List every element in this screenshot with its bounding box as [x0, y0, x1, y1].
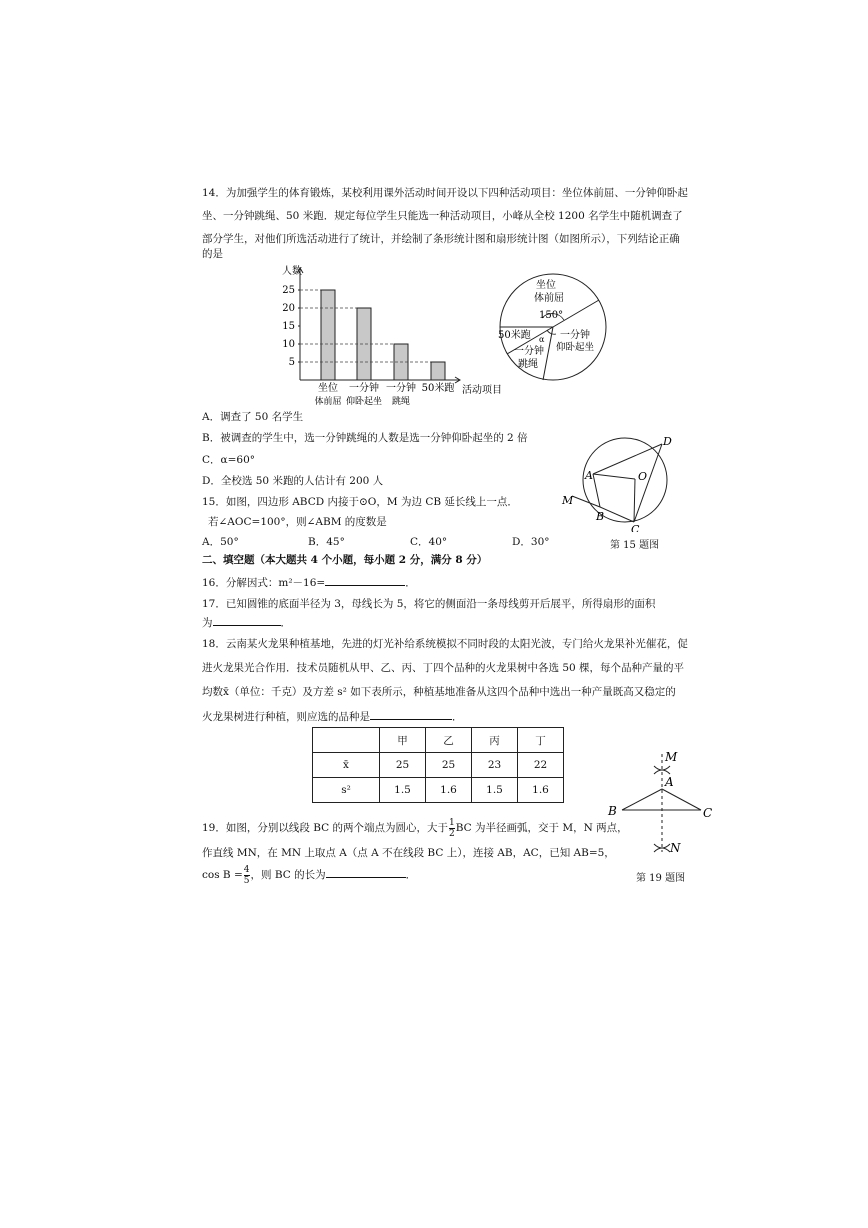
q19-line-ac — [662, 789, 701, 810]
fraction-numerator: 4 — [243, 864, 250, 875]
pie-alpha: α — [539, 335, 545, 344]
q15-line-bm — [572, 496, 600, 507]
q19-figure — [604, 748, 726, 858]
table-row — [313, 753, 564, 778]
q14-line-3: 部分学生，对他们所选活动进行了统计，并绘制了条形统计图和扇形统计图（如图所示），下列结论正确 — [202, 233, 680, 245]
chart-y-tick-label: 15 — [282, 321, 295, 332]
q18-answer-blank[interactable] — [370, 708, 452, 720]
table-header-cell — [313, 728, 380, 753]
q17-line-1: 17．已知圆锥的底面半径为 3，母线长为 5，将它的侧面沿一条母线剪开后展平，所得扇形的面积 — [202, 598, 656, 610]
q15-point-b: B — [596, 510, 605, 523]
q19-point-c: C — [703, 806, 713, 820]
table-header-row — [313, 728, 564, 753]
q15-line-2: 若∠AOC=100°，则∠ABM 的度数是 — [208, 516, 387, 528]
q16-answer-blank[interactable] — [325, 574, 405, 586]
fraction-numerator: 1 — [448, 817, 455, 828]
chart-x-tick-label: 仰卧起坐 — [345, 397, 383, 407]
table-cell: 1.6 — [518, 778, 564, 803]
q19-text-2: BC 为半径画弧，交于 M，N 两点， — [455, 822, 628, 834]
chart-bar — [357, 308, 371, 380]
q15-option-b: B．45° — [308, 536, 345, 548]
q15-option-c: C．40° — [410, 536, 448, 548]
bar-chart — [268, 262, 508, 407]
chart-y-tick-label: 25 — [282, 285, 295, 296]
q19-caption: 第 19 题图 — [636, 873, 686, 884]
q15-figure — [556, 432, 686, 532]
table-header-cell: 丁 — [518, 728, 564, 753]
q15-option-a: A．50° — [202, 536, 239, 548]
q15-point-m: M — [562, 494, 574, 507]
q18-line-1: 18．云南某火龙果种植基地，先进的灯光补给系统模拟不同时段的太阳光波，专门给火龙果补光催花，促 — [202, 638, 688, 650]
q19-answer-blank[interactable] — [326, 866, 406, 878]
q14-option-a: A．调查了 50 名学生 — [202, 411, 304, 423]
q19-point-a: A — [665, 775, 674, 789]
table-cell: 1.6 — [426, 778, 472, 803]
pie-label-left: 50米跑 — [498, 330, 531, 341]
chart-y-tick-label: 20 — [282, 303, 295, 314]
table-cell: s² — [313, 778, 380, 803]
q19-line-1 — [202, 817, 628, 839]
q15-point-d: D — [663, 435, 672, 448]
q15-caption: 第 15 题图 — [610, 540, 660, 551]
q16-suffix: ． — [405, 577, 416, 589]
q19-cos-text: cos B = — [202, 869, 243, 881]
table-header-cell: 乙 — [426, 728, 472, 753]
table-row — [313, 778, 564, 803]
pie-label-top-1: 坐位 — [536, 280, 556, 291]
q15-line-ab — [593, 474, 600, 507]
chart-x-tick-label: 体前屈 — [314, 397, 342, 407]
q16 — [202, 574, 416, 590]
q18-suffix: ． — [452, 711, 463, 723]
q14-option-d: D．全校选 50 米跑的人估计有 200 人 — [202, 475, 384, 487]
chart-bar — [431, 362, 445, 380]
chart-y-tick-label: 5 — [288, 357, 295, 368]
q19-text-1: 19．如图，分别以线段 BC 的两个端点为圆心，大于 — [202, 822, 448, 834]
chart-x-tick-label: 50米跑 — [421, 383, 455, 394]
q15-line-ad — [593, 444, 662, 474]
q17-line-2 — [202, 614, 291, 630]
q18-prefix: 火龙果树进行种植，则应选的品种是 — [202, 711, 370, 723]
q15-line-oc — [634, 479, 635, 522]
q14-line-1: 14．为加强学生的体育锻炼，某校利用课外活动时间开设以下四种活动项目：坐位体前屈、一分钟仰卧起 — [202, 187, 688, 199]
q15-option-d: D．30° — [512, 536, 550, 548]
chart-y-tick-label: 10 — [282, 339, 295, 350]
table-header-cell: 甲 — [380, 728, 426, 753]
pie-label-bottom-1: 一分钟 — [514, 346, 544, 357]
fraction-denominator: 5 — [243, 875, 250, 886]
q17-prefix: 为 — [202, 617, 213, 629]
q19-line-3 — [202, 864, 416, 886]
chart-x-tick-label: 跳绳 — [391, 397, 411, 407]
section-2-heading: 二、填空题（本大题共 4 个小题，每小题 2 分，满分 8 分） — [202, 554, 488, 566]
q15-point-o: O — [638, 470, 648, 483]
table-cell: 23 — [472, 753, 518, 778]
q19-fraction-half — [449, 818, 455, 839]
q18-line-2: 进火龙果光合作用．技术员随机从甲、乙、丙、丁四个品种的火龙果树中各选 50 棵，每个品种产量的平 — [202, 662, 685, 674]
q14-option-b: B．被调查的学生中，选一分钟跳绳的人数是选一分钟仰卧起坐的 2 倍 — [202, 432, 528, 444]
q14-line-4: 的是 — [202, 248, 223, 260]
q15-line-dc — [634, 444, 662, 522]
q14-option-c: C．α=60° — [202, 454, 256, 466]
fraction-denominator: 2 — [448, 828, 455, 839]
pie-divider-3 — [543, 327, 553, 380]
table-cell: 1.5 — [380, 778, 426, 803]
chart-x-tick-label: 一分钟 — [349, 383, 379, 394]
q15-point-c: C — [631, 523, 640, 532]
q18-line-4 — [202, 708, 463, 724]
q18-data-table — [312, 727, 564, 803]
table-cell: 25 — [426, 753, 472, 778]
chart-y-label: 人数 — [282, 266, 302, 277]
q15-point-a: A — [585, 469, 593, 482]
q17-suffix: ． — [280, 617, 291, 629]
q15-line-bc — [600, 507, 634, 522]
table-cell: 22 — [518, 753, 564, 778]
q17-answer-blank[interactable] — [213, 614, 281, 626]
pie-label-bottom-2: 跳绳 — [518, 359, 538, 370]
table-header-cell: 丙 — [472, 728, 518, 753]
pie-label-right-2: 仰卧起坐 — [556, 342, 595, 353]
q19-suffix: ． — [405, 869, 417, 881]
chart-x-tick-label: 坐位 — [318, 383, 338, 394]
chart-x-tick-label: 一分钟 — [386, 383, 416, 394]
q18-line-3: 均数x̄（单位：千克）及方差 s² 如下表所示，种植基地准备从这四个品种中选出一种产量既高又稳定的 — [202, 686, 676, 698]
q14-line-2: 坐、一分钟跳绳、50 米跑．规定每位学生只能选一种活动项目，小峰从全校 1200 名学生中随机调查了 — [202, 210, 683, 222]
table-cell: x̄ — [313, 753, 380, 778]
pie-label-right-1: 一分钟 — [560, 330, 590, 341]
table-cell: 25 — [380, 753, 426, 778]
pie-label-top-2: 体前屈 — [534, 293, 564, 304]
chart-x-label: 活动项目 — [462, 385, 502, 396]
pie-angle-label: 150° — [539, 310, 564, 321]
q16-text: 16．分解因式：m²－16= — [202, 577, 326, 589]
q19-line-2: 作直线 MN，在 MN 上取点 A（点 A 不在线段 BC 上），连接 AB，AC，已知 AB=5， — [202, 847, 615, 859]
pie-chart — [494, 270, 614, 385]
q15-line-ao — [593, 474, 635, 479]
q19-line-ab — [622, 789, 662, 810]
q19-text-3: ，则 BC 的长为 — [250, 869, 326, 881]
chart-bar — [321, 290, 335, 380]
q15-line-1: 15．如图，四边形 ABCD 内接于⊙O，M 为边 CB 延长线上一点． — [202, 496, 518, 508]
q19-fraction — [244, 865, 250, 886]
q19-point-b: B — [608, 804, 617, 818]
q19-point-n: N — [670, 841, 681, 855]
table-cell: 1.5 — [472, 778, 518, 803]
q19-point-m: M — [665, 750, 678, 764]
